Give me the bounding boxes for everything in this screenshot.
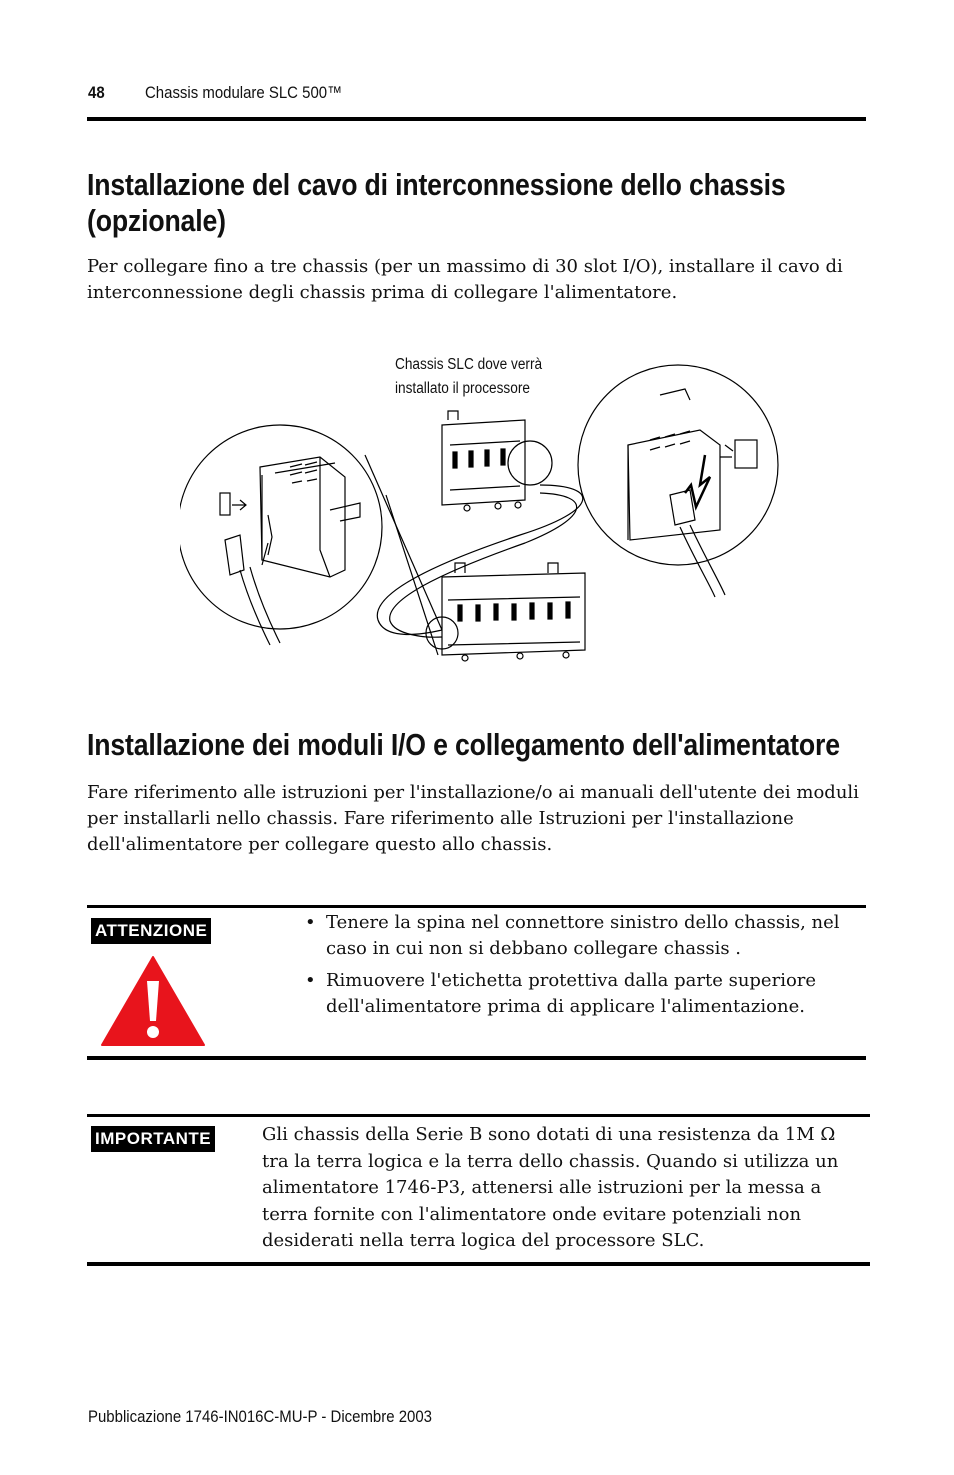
attention-item-2: Rimuovere l'etichetta protettiva dalla parte superiore dell'alimentatore prima di applicare l'alimentazione.: [326, 970, 817, 1017]
running-header-title: Chassis modulare SLC 500™: [145, 83, 343, 102]
page-number: 48: [88, 83, 105, 102]
right-detail-circle: [578, 365, 778, 597]
section-title-interconnect-cable: Installazione del cavo di interconnessione dello chassis (opzionale): [87, 167, 786, 238]
header-rule: [87, 117, 866, 121]
figure-caption-line2: installato il processore: [395, 380, 530, 397]
section-body-interconnect-cable: Per collegare fino a tre chassis (per un massimo di 30 slot I/O), installare il cavo di interconnessione degli chassis prima di collegare l'alimentatore.: [87, 256, 843, 303]
attention-bottom-rule: [87, 1056, 866, 1060]
publication-footer: Pubblicazione 1746-IN016C-MU-P - Dicembre 2003: [88, 1407, 432, 1426]
important-label: IMPORTANTE: [91, 1126, 215, 1152]
bottom-chassis: [442, 563, 585, 661]
figure-caption-line1: Chassis SLC dove verrà: [395, 356, 543, 373]
left-detail-circle: [180, 425, 382, 645]
attention-list: [305, 910, 865, 1026]
warning-triangle-icon: [100, 955, 206, 1047]
section-body-io-modules: Fare riferimento alle istruzioni per l'installazione/o ai manuali dell'utente dei moduli per installarli nello chassis. Fare riferimento alle Istruzioni per l'installazione dell'alimentatore per collegare questo allo chassis.: [87, 782, 859, 855]
section-title-io-modules: Installazione dei moduli I/O e collegamento dell'alimentatore: [87, 727, 840, 762]
important-top-rule: [87, 1114, 870, 1117]
top-chassis: [442, 411, 525, 511]
attention-top-rule: [87, 905, 866, 908]
figure-caption: [395, 353, 589, 401]
important-bottom-rule: [87, 1262, 870, 1266]
list-item: • Rimuovere l'etichetta protettiva dalla parte superiore dell'alimentatore prima di applicare l'alimentazione.: [305, 970, 817, 1017]
attention-label: ATTENZIONE: [91, 918, 211, 944]
important-text: Gli chassis della Serie B sono dotati di una resistenza da 1M Ω tra la terra logica e la terra dello chassis. Quando si utilizza un alimentatore 1746-P3, attenersi alle istruzioni per la messa a terra fornite con l'alimentatore onde evitare potenziali non desiderati nella terra logica del processore SLC.: [262, 1124, 839, 1251]
list-item: • Tenere la spina nel connettore sinistro dello chassis, nel caso in cui non si debbano collegare chassis .: [305, 912, 840, 959]
attention-item-1: Tenere la spina nel connettore sinistro dello chassis, nel caso in cui non si debbano collegare chassis .: [326, 912, 840, 959]
